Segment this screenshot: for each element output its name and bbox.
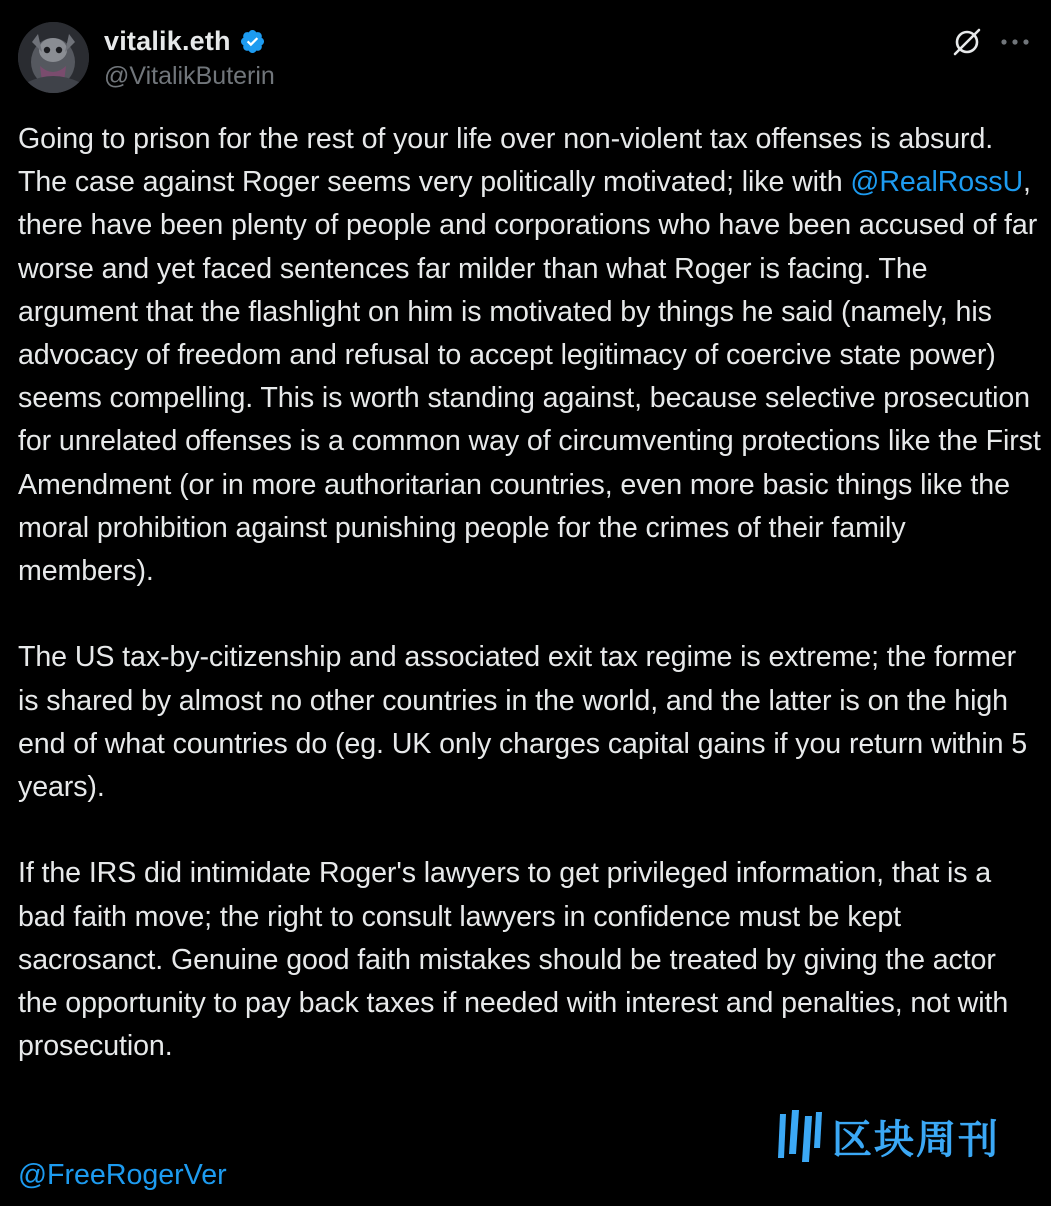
footer-mention-link[interactable]: @FreeRogerVer (18, 1159, 227, 1191)
tweet-paragraph (18, 852, 1042, 1068)
paragraph-text: , there have been plenty of people and corporations who have been accused of far worse and yet faced sentences far milder than what Roger is facing. The argument that the flashlight on him is motivated by things he said (namely, his advocacy of freedom and refusal to accept legitimacy of coercive state power) seems compelling. This is worth standing against, because selective prosecution for unrelated offenses is a common way of circumventing protections like the First Amendment (or in more authoritarian countries, even more basic things like the moral prohibition against punishing people for the crimes of their family members). (18, 166, 1047, 588)
verified-badge-icon (239, 28, 266, 55)
avatar-image (18, 22, 89, 93)
paragraph-text: Going to prison for the rest of your life over non-violent tax offenses is absurd. The case against Roger seems very politically motivated; like with (18, 123, 1001, 199)
grok-icon (951, 26, 983, 58)
mention-link[interactable]: @RealRossU (850, 166, 1024, 199)
tweet-header (18, 20, 1033, 96)
grok-button[interactable] (949, 24, 985, 60)
watermark-logo-icon (776, 1108, 822, 1164)
header-actions (949, 24, 1033, 60)
author-handle[interactable]: @VitalikButerin (104, 62, 275, 90)
watermark-text: 区块周刊 (832, 1116, 1000, 1163)
paragraph-text: If the IRS did intimidate Roger's lawyers to get privileged information, that is a bad faith move; the right to consult lawyers in confidence must be kept sacrosanct. Genuine good faith mistakes should be treated by giving the actor the opportunity to pay back taxes if needed with interest and penalties, not with prosecution. (18, 857, 1016, 1063)
display-name[interactable]: vitalik.eth (104, 25, 231, 56)
author-identity (104, 22, 275, 91)
more-button[interactable] (997, 24, 1033, 60)
avatar[interactable] (18, 22, 89, 93)
paragraph-text: The US tax-by-citizenship and associated exit tax regime is extreme; the former is shared by almost no other countries in the world, and the latter is on the high end of what countries do (eg. UK only charges capital gains if you return within 5 years). (18, 641, 1035, 804)
more-icon (1000, 38, 1030, 46)
tweet-paragraph (18, 118, 1047, 593)
name-row (104, 22, 275, 60)
tweet-paragraph (18, 636, 1042, 809)
tweet-text (18, 118, 1047, 1112)
watermark (776, 1108, 1000, 1164)
